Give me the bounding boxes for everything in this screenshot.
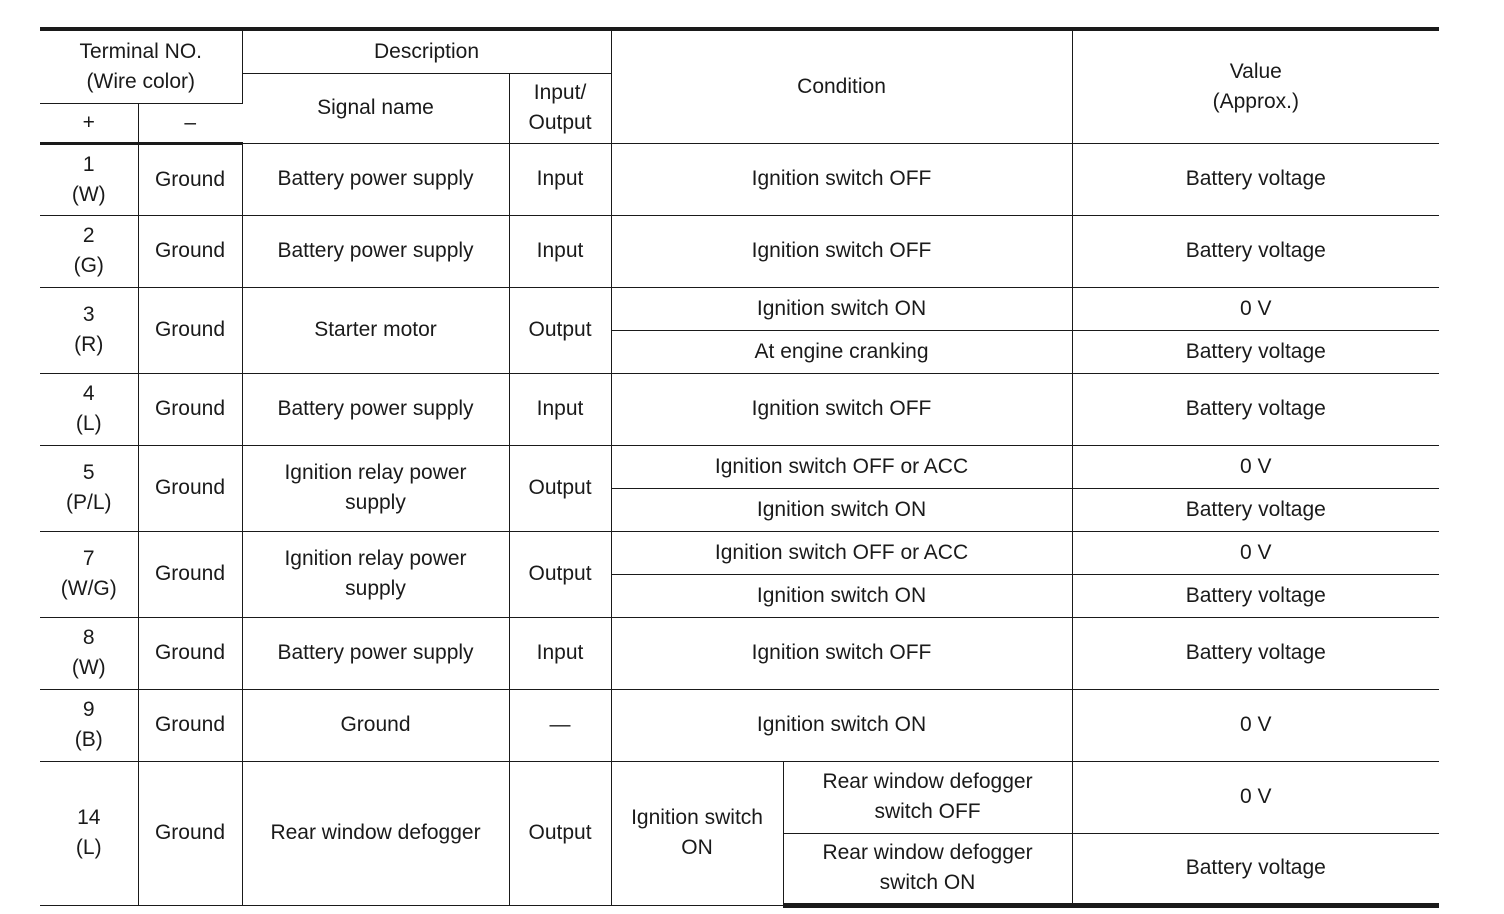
- condition-cell: Ignition switch ON: [611, 689, 1072, 761]
- value-cell: 0 V: [1072, 531, 1439, 574]
- value-cell: 0 V: [1072, 689, 1439, 761]
- terminal-cell: 7 (W/G): [40, 531, 138, 617]
- table-row: [40, 143, 1439, 215]
- value-cell: 0 V: [1072, 761, 1439, 833]
- condition-cell: Ignition switch ON: [611, 574, 1072, 617]
- condition-header: Condition: [611, 29, 1072, 143]
- condition-cell: Ignition switch OFF: [611, 215, 1072, 287]
- terminal-cell: 9 (B): [40, 689, 138, 761]
- io-cell: Input: [509, 617, 611, 689]
- io-cell: Output: [509, 761, 611, 905]
- value-cell: Battery voltage: [1072, 215, 1439, 287]
- terminal-spec-table: [40, 27, 1439, 908]
- table-row: [40, 215, 1439, 287]
- ground-cell: Ground: [138, 287, 242, 373]
- condition-cell: At engine cranking: [611, 330, 1072, 373]
- terminal-cell: 8 (W): [40, 617, 138, 689]
- ground-cell: Ground: [138, 761, 242, 905]
- condition-sub-cell: Rear window defogger switch OFF: [783, 761, 1072, 833]
- signal-cell: Ground: [242, 689, 509, 761]
- terminal-header: [40, 29, 242, 103]
- io-cell: Input: [509, 143, 611, 215]
- signal-cell: Battery power supply: [242, 617, 509, 689]
- wire-color-label: (Wire color): [86, 69, 195, 93]
- minus-header: –: [138, 103, 242, 143]
- input-output-header: [509, 73, 611, 143]
- value-cell: Battery voltage: [1072, 833, 1439, 905]
- signal-cell: Starter motor: [242, 287, 509, 373]
- header-row-1: [40, 29, 1439, 73]
- signal-cell: Rear window defogger: [242, 761, 509, 905]
- ground-cell: Ground: [138, 445, 242, 531]
- condition-cell: Ignition switch OFF: [611, 143, 1072, 215]
- io-cell: Output: [509, 445, 611, 531]
- value-label: Value: [1229, 59, 1282, 83]
- value-cell: Battery voltage: [1072, 488, 1439, 531]
- signal-name-header: Signal name: [242, 73, 509, 143]
- io-cell: Output: [509, 287, 611, 373]
- terminal-cell: 5 (P/L): [40, 445, 138, 531]
- ground-cell: Ground: [138, 215, 242, 287]
- value-cell: Battery voltage: [1072, 373, 1439, 445]
- condition-cell: Ignition switch OFF or ACC: [611, 445, 1072, 488]
- value-cell: Battery voltage: [1072, 617, 1439, 689]
- table-row: [40, 761, 1439, 833]
- ground-cell: Ground: [138, 617, 242, 689]
- ground-cell: Ground: [138, 143, 242, 215]
- condition-cell: Ignition switch OFF: [611, 373, 1072, 445]
- terminal-cell: 2 (G): [40, 215, 138, 287]
- signal-cell: Battery power supply: [242, 373, 509, 445]
- io-cell: Output: [509, 531, 611, 617]
- value-cell: Battery voltage: [1072, 330, 1439, 373]
- table-row: [40, 689, 1439, 761]
- table-row: [40, 531, 1439, 574]
- value-cell: 0 V: [1072, 287, 1439, 330]
- signal-cell: Ignition relay power supply: [242, 445, 509, 531]
- ground-cell: Ground: [138, 531, 242, 617]
- io-cell: —: [509, 689, 611, 761]
- terminal-cell: 4 (L): [40, 373, 138, 445]
- terminal-no-label: Terminal NO.: [79, 39, 203, 63]
- value-cell: Battery voltage: [1072, 143, 1439, 215]
- condition-sub-cell: Rear window defogger switch ON: [783, 833, 1072, 905]
- ground-cell: Ground: [138, 373, 242, 445]
- io-cell: Input: [509, 215, 611, 287]
- output-label: Output: [528, 111, 592, 134]
- condition-cell: Ignition switch ON: [611, 287, 1072, 330]
- table-row: [40, 617, 1439, 689]
- io-cell: Input: [509, 373, 611, 445]
- table-row: [40, 445, 1439, 488]
- condition-main-cell: Ignition switch ON: [611, 761, 783, 905]
- value-cell: Battery voltage: [1072, 574, 1439, 617]
- terminal-cell: 1 (W): [40, 143, 138, 215]
- approx-label: (Approx.): [1212, 89, 1299, 113]
- condition-cell: Ignition switch ON: [611, 488, 1072, 531]
- plus-header: +: [40, 103, 138, 143]
- signal-cell: Ignition relay power supply: [242, 531, 509, 617]
- condition-cell: Ignition switch OFF or ACC: [611, 531, 1072, 574]
- value-header: [1072, 29, 1439, 143]
- value-cell: 0 V: [1072, 445, 1439, 488]
- table-row: [40, 287, 1439, 330]
- description-header: Description: [242, 29, 611, 73]
- table-row: [40, 373, 1439, 445]
- terminal-cell: 3 (R): [40, 287, 138, 373]
- ground-cell: Ground: [138, 689, 242, 761]
- signal-cell: Battery power supply: [242, 215, 509, 287]
- condition-cell: Ignition switch OFF: [611, 617, 1072, 689]
- signal-cell: Battery power supply: [242, 143, 509, 215]
- input-label: Input/: [533, 81, 587, 104]
- terminal-cell: 14 (L): [40, 761, 138, 905]
